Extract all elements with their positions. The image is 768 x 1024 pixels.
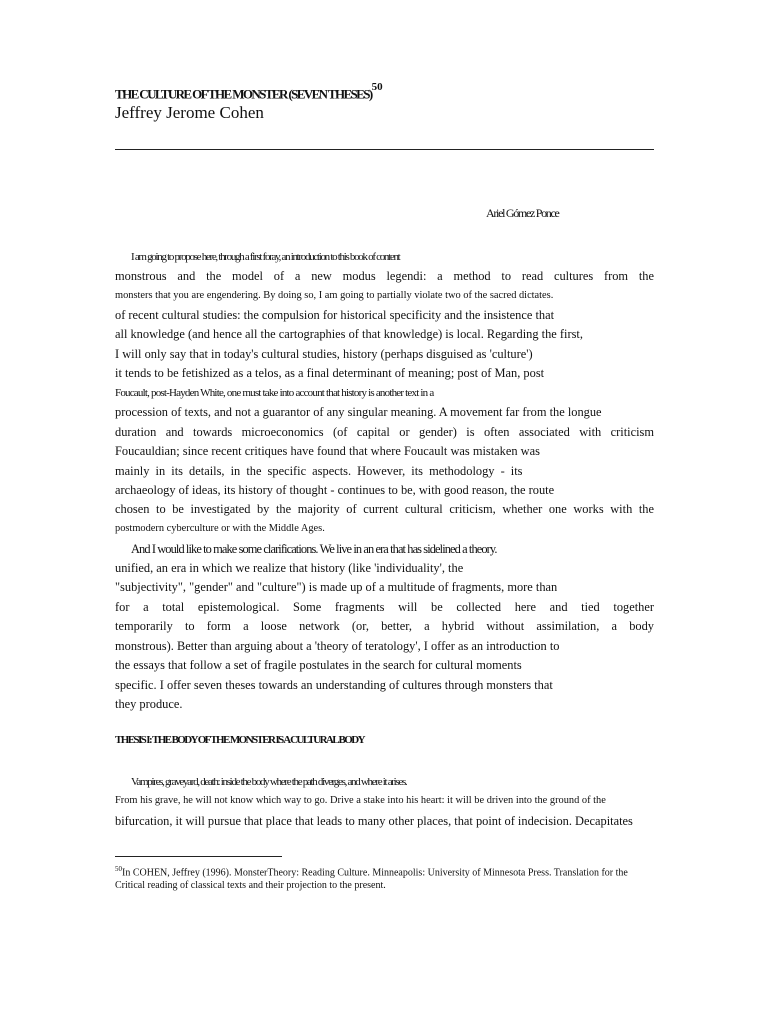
body-line: monstrous). Better than arguing about a 'theory of teratology', I offer as an introduction to (115, 639, 560, 653)
body-line: they produce. (115, 697, 183, 711)
body-line: of recent cultural studies: the compulsion for historical specificity and the insistence that (115, 308, 555, 322)
body-line: unified, an era in which we realize that history (like 'individuality', the (115, 561, 464, 575)
body-line: And I would like to make some clarifications. We live in an era that has sidelined a theory. (131, 542, 497, 556)
body-line: monstrous and the model of a new modus legendi: a method to read cultures from the (115, 269, 654, 283)
body-line: archaeology of ideas, its history of thought - continues to be, with good reason, the route (115, 483, 555, 497)
body-line: monsters that you are engendering. By doing so, I am going to partially violate two of the sacred dictates. (115, 290, 554, 301)
footnote (115, 863, 654, 892)
body-line: all knowledge (and hence all the cartographies of that knowledge) is local. Regarding the first, (115, 327, 583, 341)
body-line: mainly in its details, in the specific aspects. However, its methodology - its (115, 464, 523, 478)
translator-name: Ariel Gómez Ponce (486, 206, 559, 220)
author-name: Jeffrey Jerome Cohen (115, 103, 264, 122)
body-line: temporarily to form a loose network (or, better, a hybrid without assimilation, a body (115, 619, 654, 633)
body-line: it tends to be fetishized as a telos, as a final determinant of meaning; post of Man, post (115, 366, 545, 380)
body-line: "subjectivity", "gender" and "culture") is made up of a multitude of fragments, more than (115, 580, 558, 594)
footnote-text: In COHEN, Jeffrey (1996). MonsterTheory: Reading Culture. Minneapolis: University of Minnesota Press. Translation for the Critical reading of classical texts and their projection to the present. (115, 867, 628, 892)
section-line: bifurcation, it will pursue that place that leads to many other places, that point of indecision. Decapitates (115, 814, 633, 828)
footnote-ref: 50 (371, 81, 383, 93)
footnote-number: 50 (115, 865, 122, 873)
body-line: I am going to propose here, through a first foray, an introduction to this book of content (131, 251, 400, 263)
section-line: From his grave, he will not know which way to go. Drive a stake into his heart: it will be driven into the ground of the (115, 795, 606, 806)
body-line: procession of texts, and not a guarantor of any singular meaning. A movement far from the longue (115, 405, 602, 419)
body-line: for a total epistemological. Some fragments will be collected here and tied together (115, 600, 654, 614)
section-line: Vampires, graveyard, death: inside the body where the path diverges, and where it arises. (131, 776, 407, 788)
chapter-title-text: THE CULTURE OF THE MONSTER (SEVEN THESES) (115, 86, 372, 102)
body-line: Foucauldian; since recent critiques have found that where Foucault was mistaken was (115, 444, 540, 458)
body-line: postmodern cyberculture or with the Middle Ages. (115, 523, 325, 534)
section-heading: THESIS I: THE BODY OF THE MONSTER IS A CULTURAL BODY (115, 734, 364, 746)
body-line: specific. I offer seven theses towards an understanding of cultures through monsters that (115, 678, 553, 692)
header-divider (115, 149, 654, 150)
body-line: I will only say that in today's cultural studies, history (perhaps disguised as 'culture') (115, 347, 533, 361)
body-line: the essays that follow a set of fragile postulates in the search for cultural moments (115, 658, 522, 672)
body-line: Foucault, post-Hayden White, one must take into account that history is another text in a (115, 387, 434, 399)
footnote-divider (115, 856, 282, 857)
body-line: duration and towards microeconomics (of capital or gender) is often associated with criticism (115, 425, 654, 439)
body-line: chosen to be investigated by the majority of current cultural criticism, whether one works with the (115, 502, 654, 516)
chapter-title (115, 81, 383, 102)
